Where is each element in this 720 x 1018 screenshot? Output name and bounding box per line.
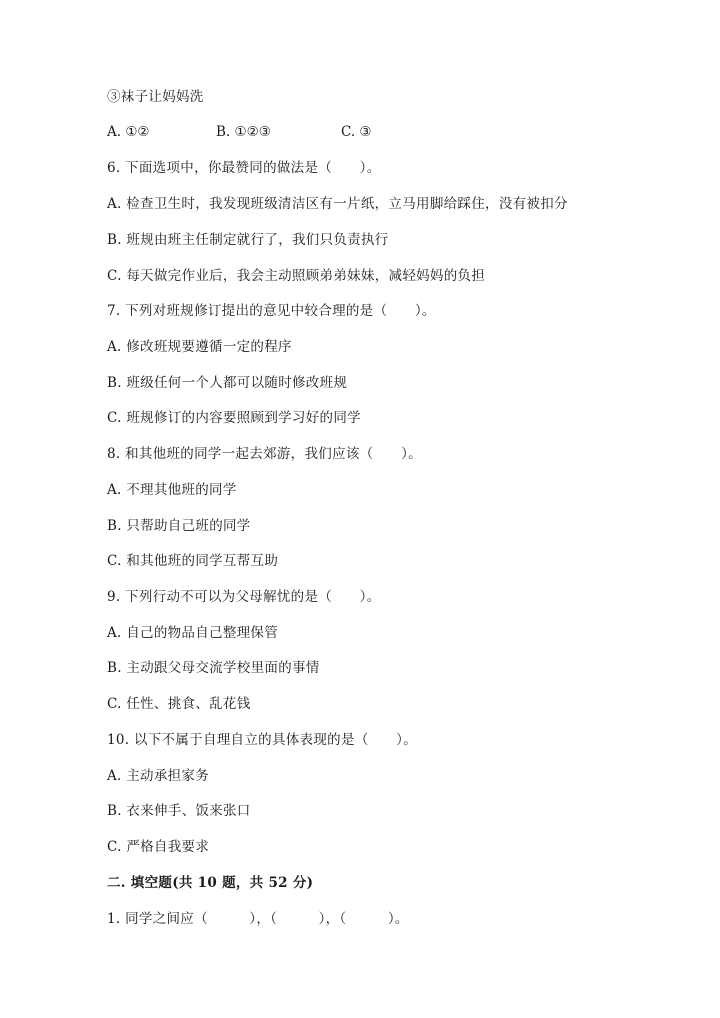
q10-option-b: B. 衣来伸手、饭来张口 (107, 803, 251, 819)
q10-question: 10. 以下不属于自理自立的具体表现的是（ ）。 (107, 732, 418, 748)
q9-option-b: B. 主动跟父母交流学校里面的事情 (107, 660, 320, 676)
q9-option-a: A. 自己的物品自己整理保管 (107, 625, 279, 641)
q10-option-a: A. 主动承担家务 (107, 768, 210, 784)
fill-question-1: 1. 同学之间应（ ），（ ），（ ）。 (107, 911, 409, 927)
q9-question: 9. 下列行动不可以为父母解忧的是（ ）。 (107, 589, 381, 605)
q5-option-a: A. ①② (107, 124, 150, 140)
q8-option-a: A. 不理其他班的同学 (107, 482, 237, 498)
q9-option-c: C. 任性、挑食、乱花钱 (107, 696, 251, 712)
q8-option-c: C. 和其他班的同学互帮互助 (107, 553, 279, 569)
q7-option-c: C. 班规修订的内容要照顾到学习好的同学 (107, 410, 361, 426)
q7-option-a: A. 修改班规要遵循一定的程序 (107, 339, 292, 355)
q6-option-c: C. 每天做完作业后，我会主动照顾弟弟妹妹，减轻妈妈的负担 (107, 268, 486, 284)
q6-option-a: A. 检查卫生时，我发现班级清洁区有一片纸，立马用脚给踩住，没有被扣分 (107, 196, 568, 212)
q5-option-b: B. ①②③ (216, 124, 271, 140)
q7-question: 7. 下列对班规修订提出的意见中较合理的是（ ）。 (107, 303, 436, 319)
q7-option-b: B. 班级任何一个人都可以随时修改班规 (107, 375, 348, 391)
q6-question: 6. 下面选项中，你最赞同的做法是（ ）。 (107, 160, 381, 176)
q8-option-b: B. 只帮助自己班的同学 (107, 518, 251, 534)
q6-option-b: B. 班规由班主任制定就行了，我们只负责执行 (107, 232, 389, 248)
q5-option-c: C. ③ (341, 124, 372, 140)
q10-option-c: C. 严格自我要求 (107, 839, 210, 855)
section-2-title: 二. 填空题(共 10 题，共 52 分) (107, 875, 314, 891)
q8-question: 8. 和其他班的同学一起去郊游，我们应该（ ）。 (107, 446, 422, 462)
top-line-item: ③袜子让妈妈洗 (107, 89, 204, 105)
